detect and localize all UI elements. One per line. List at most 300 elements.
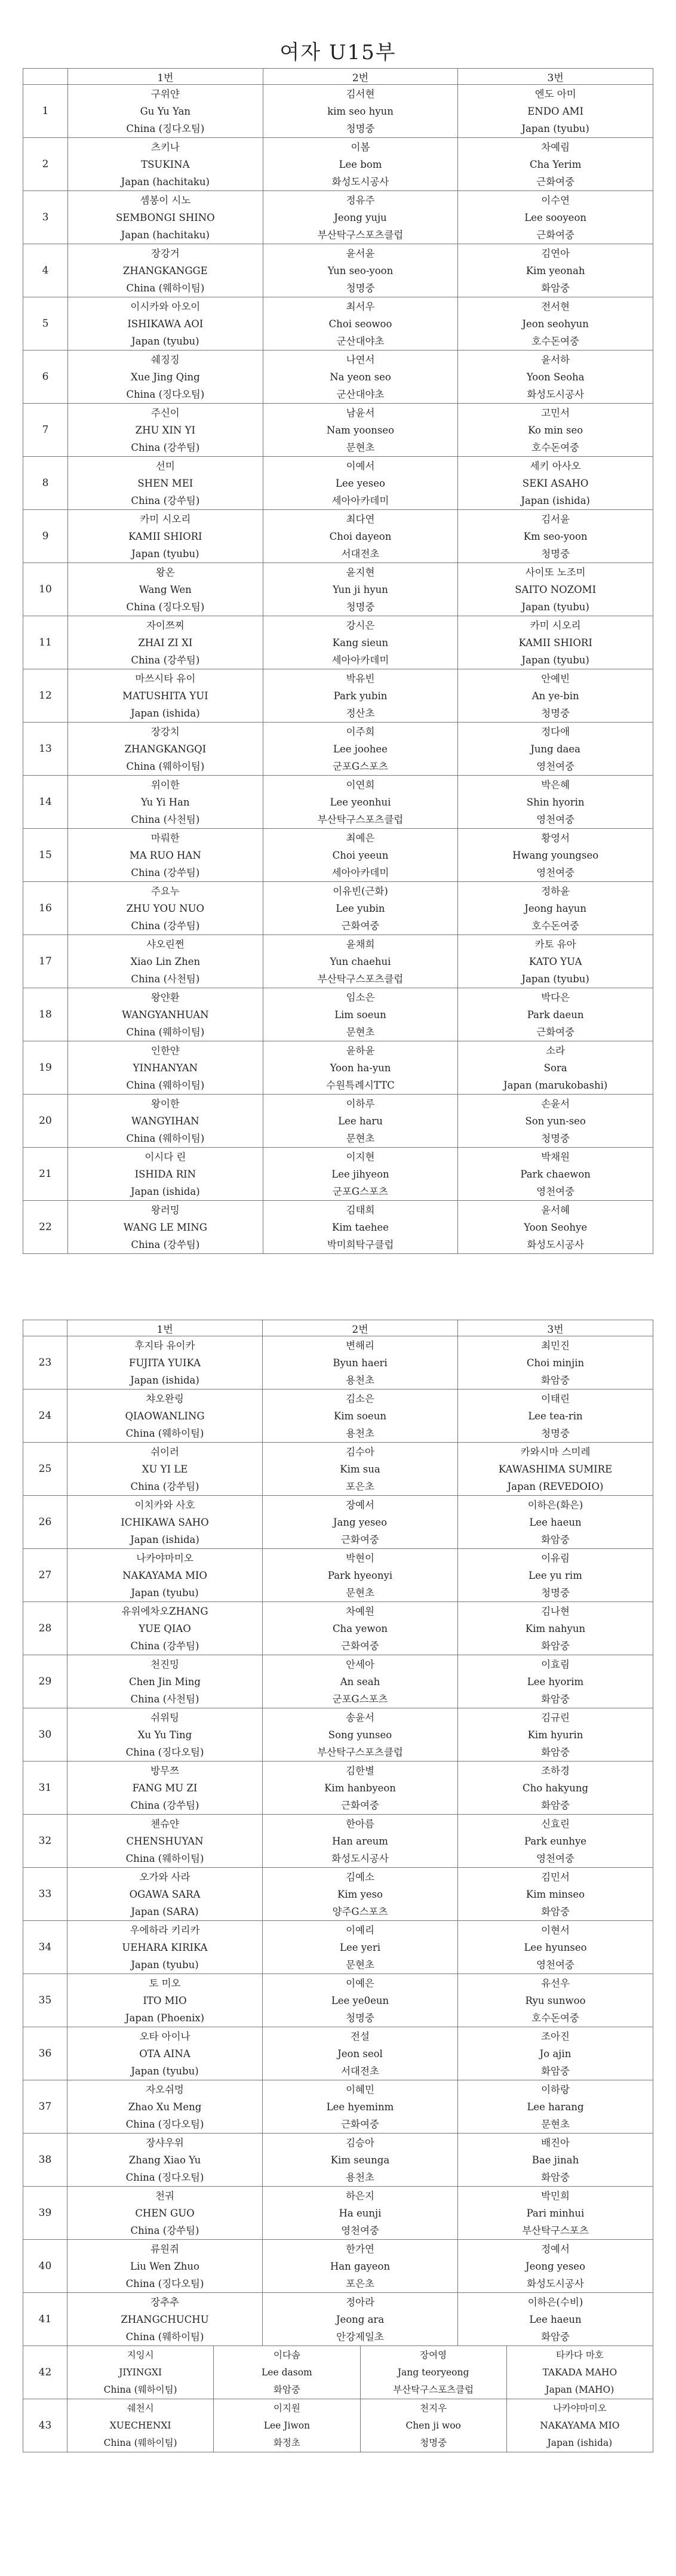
player-name-korean: 이현서 <box>541 1924 570 1936</box>
player-team: 부산탁구스포츠 <box>522 2224 589 2236</box>
player-team: 화암중 <box>541 1374 570 1386</box>
player-cell <box>263 935 458 988</box>
player-name-korean: 카토 유아 <box>534 938 576 950</box>
player-name-english: Zhang Xiao Yu <box>128 2154 201 2166</box>
player-team: 세아아카데미 <box>331 494 389 506</box>
player-name-english: Shin hyorin <box>526 796 585 808</box>
table-row <box>23 2346 653 2399</box>
player-team: Japan (MAHO) <box>545 2384 614 2395</box>
player-name-korean: 세키 아사오 <box>530 460 581 472</box>
player-cell <box>68 191 263 244</box>
player-name-english: SAITO NOZOMI <box>515 583 597 595</box>
player-name-korean: 소라 <box>546 1044 566 1056</box>
player-name-korean: 김민서 <box>541 1871 570 1883</box>
row-number: 33 <box>23 1868 67 1921</box>
player-name-korean: 윤서하 <box>541 353 570 365</box>
row-number: 24 <box>23 1390 67 1443</box>
player-name-korean: 남윤서 <box>346 407 375 419</box>
player-cell <box>263 1815 458 1868</box>
player-team: China (강쑤팀) <box>130 2224 199 2236</box>
table-row <box>23 1095 653 1148</box>
table-row <box>23 138 653 191</box>
player-name-english: Gu Yu Yan <box>140 105 191 117</box>
player-name-korean: 이하랑 <box>541 2083 570 2095</box>
table-row <box>23 404 653 457</box>
player-name-english: NAKAYAMA MIO <box>540 2420 620 2431</box>
player-name-korean: 최다연 <box>346 513 375 525</box>
player-name-english: Lee sooyeon <box>524 211 587 223</box>
row-number: 8 <box>23 457 68 510</box>
player-name-english: TSUKINA <box>141 158 190 170</box>
player-cell <box>263 1655 458 1708</box>
player-name-english: Jang yeseo <box>333 1516 388 1528</box>
player-cell <box>263 351 458 404</box>
player-cell <box>67 1496 263 1549</box>
player-cell <box>458 2134 653 2187</box>
table-row <box>23 882 653 935</box>
player-name-english: Wang Wen <box>139 583 192 595</box>
player-team: Japan (tyubu) <box>131 1959 199 1971</box>
player-team: Japan (REVEDOIO) <box>507 1480 604 1492</box>
player-team: 호수돈여중 <box>531 920 579 932</box>
player-name-korean: 카미 시오리 <box>530 619 581 631</box>
player-team: 청명중 <box>346 2012 374 2024</box>
player-name-english: Yun seo-yoon <box>327 265 394 276</box>
player-cell <box>458 351 653 404</box>
player-name-korean: 유선우 <box>541 1977 570 1989</box>
player-team: 화암중 <box>541 2331 570 2343</box>
player-cell <box>263 297 458 351</box>
table-row <box>23 2399 653 2452</box>
player-team: 화성도시공사 <box>331 1852 389 1864</box>
player-team: China (강쑤팀) <box>130 1799 199 1811</box>
player-team: Japan (ishida) <box>131 1185 200 1197</box>
player-team: 청명중 <box>541 1427 570 1439</box>
player-team: China (징다오팀) <box>126 601 205 613</box>
player-name-korean: 박은혜 <box>541 779 570 791</box>
player-team: China (징다오팀) <box>125 2118 204 2130</box>
player-cell <box>67 2187 263 2240</box>
player-team: 화성도시공사 <box>527 388 584 400</box>
player-team: 화암중 <box>541 1905 570 1917</box>
player-name-korean: 윤지현 <box>346 566 375 578</box>
player-cell <box>263 2293 458 2346</box>
player-cell <box>458 2027 653 2080</box>
player-cell <box>458 563 653 616</box>
player-name-korean: 카미 시오리 <box>140 513 191 525</box>
player-name-english: OGAWA SARA <box>129 1888 201 1900</box>
row-number: 12 <box>23 669 68 723</box>
player-name-korean: 마뤄한 <box>150 832 180 844</box>
player-cell <box>68 616 263 669</box>
draw-table-2 <box>23 1320 653 2452</box>
player-name-korean: 전설 <box>351 2030 370 2042</box>
player-cell <box>263 1974 458 2027</box>
player-name-korean: 이봄 <box>351 141 370 153</box>
player-team: China (웨하이팀) <box>103 2437 177 2448</box>
player-name-korean: 최민진 <box>541 1339 570 1351</box>
player-cell <box>68 776 263 829</box>
player-cell <box>68 457 263 510</box>
player-team: China (강쑤팀) <box>131 1238 200 1250</box>
player-name-english: Lee hyorim <box>527 1676 584 1687</box>
player-team: China (강쑤팀) <box>130 1640 199 1652</box>
player-team: 부산탁구스포츠클럽 <box>317 229 404 241</box>
player-team: 문현초 <box>346 1026 375 1038</box>
player-team: 화암중 <box>541 1693 570 1705</box>
row-number: 40 <box>23 2240 67 2293</box>
player-cell <box>458 1602 653 1655</box>
player-name-korean: 나카야마미오 <box>552 2402 607 2414</box>
player-name-korean: 오가와 사라 <box>139 1871 190 1883</box>
player-cell <box>263 776 458 829</box>
player-name-korean: 자오쉬멍 <box>146 2083 184 2095</box>
player-name-english: Kim seunga <box>330 2154 390 2166</box>
player-team: China (강쑤팀) <box>131 866 200 878</box>
player-name-korean: 박민희 <box>541 2190 570 2202</box>
player-cell <box>458 1708 653 1762</box>
player-team: China (강쑤팀) <box>130 1480 199 1492</box>
player-name-korean: 정아라 <box>346 2296 374 2308</box>
player-cell <box>67 2240 263 2293</box>
player-team: 양주G스포츠 <box>332 1905 388 1917</box>
player-name-korean: 손윤서 <box>541 1098 570 1109</box>
player-team: China (웨하이팀) <box>126 1079 205 1091</box>
player-name-korean: 박유빈 <box>346 672 375 684</box>
player-name-korean: 이효림 <box>541 1658 570 1670</box>
player-cell <box>458 297 653 351</box>
player-team: 포은초 <box>346 2277 374 2289</box>
player-cell <box>458 1095 653 1148</box>
player-name-korean: 김나현 <box>541 1605 570 1617</box>
player-name-korean: 첸슈얀 <box>150 1818 179 1830</box>
player-team: 근화여중 <box>341 1640 379 1652</box>
player-team: 근화여중 <box>341 920 380 932</box>
player-name-english: KAMII SHIORI <box>518 637 592 648</box>
player-name-english: Ko min seo <box>528 424 583 436</box>
player-team: Japan (marukobashi) <box>503 1079 608 1091</box>
player-name-english: Yun chaehui <box>330 955 391 967</box>
player-team: Japan (tyubu) <box>521 654 589 666</box>
table-row <box>23 457 653 510</box>
player-team: 박미희탁구클럽 <box>327 1238 394 1250</box>
row-number: 38 <box>23 2134 67 2187</box>
player-name-english: TAKADA MAHO <box>542 2366 617 2378</box>
player-name-korean: 박다은 <box>541 991 570 1003</box>
player-name-korean: 우에하라 키리카 <box>130 1924 200 1936</box>
player-name-english: XU YI LE <box>142 1463 188 1475</box>
player-name-korean: 나연서 <box>346 353 375 365</box>
player-team: Japan (ishida) <box>521 494 590 506</box>
row-number: 39 <box>23 2187 67 2240</box>
player-name-english: YUE QIAO <box>139 1622 191 1634</box>
player-team: 문현초 <box>346 1587 374 1599</box>
player-name-korean: 조아진 <box>541 2030 570 2042</box>
player-name-english: Kim sua <box>340 1463 380 1475</box>
player-name-korean: 최서우 <box>346 300 375 312</box>
player-name-english: Jeon seohyun <box>522 318 589 330</box>
player-cell <box>458 1336 653 1390</box>
table-row <box>23 669 653 723</box>
player-cell <box>67 1762 263 1815</box>
player-team: 서대전초 <box>341 548 380 560</box>
player-name-english: Yu Yi Han <box>141 796 190 808</box>
player-name-korean: 정다애 <box>541 726 570 737</box>
player-name-english: WANG LE MING <box>123 1221 207 1233</box>
player-team: 근화여중 <box>536 176 575 187</box>
player-cell <box>68 297 263 351</box>
player-name-korean: 장강치 <box>150 726 180 737</box>
player-cell <box>263 1095 458 1148</box>
player-name-korean: 쉬위팅 <box>150 1711 179 1723</box>
row-number: 29 <box>23 1655 67 1708</box>
player-team: China (강쑤팀) <box>131 920 200 932</box>
player-team: 포은초 <box>346 1480 374 1492</box>
player-name-korean: 왕이한 <box>150 1098 180 1109</box>
row-number: 14 <box>23 776 68 829</box>
table-row <box>23 1390 653 1443</box>
player-name-english: Lee jihyeon <box>331 1168 389 1180</box>
player-team: 호수돈여중 <box>531 2012 579 2024</box>
row-number: 25 <box>23 1443 67 1496</box>
row-number: 43 <box>23 2399 67 2452</box>
row-number: 36 <box>23 2027 67 2080</box>
player-name-korean: 이예은 <box>346 1977 374 1989</box>
player-name-korean: 정유주 <box>346 194 375 206</box>
player-team: 화암중 <box>541 1746 570 1758</box>
player-name-english: Xu Yu Ting <box>137 1729 192 1741</box>
table-row <box>23 1148 653 1201</box>
player-name-korean: 장강거 <box>150 247 180 259</box>
player-team: Japan (Phoenix) <box>125 2012 205 2024</box>
player-team: Japan (tyubu) <box>131 2065 199 2077</box>
player-name-english: KAWASHIMA SUMIRE <box>498 1463 613 1475</box>
player-cell <box>68 935 263 988</box>
player-team: 부산탁구스포츠클럽 <box>317 813 404 825</box>
player-name-english: JIYINGXI <box>119 2366 162 2378</box>
page-title: 여자 U15부 <box>279 41 397 64</box>
player-cell <box>68 1095 263 1148</box>
player-name-english: Pari minhui <box>526 2207 585 2219</box>
player-name-korean: 선미 <box>155 460 175 472</box>
player-cell <box>263 829 458 882</box>
player-name-english: Cha yewon <box>332 1622 388 1634</box>
player-team: Japan (tyubu) <box>131 1587 199 1599</box>
player-cell <box>458 1815 653 1868</box>
player-team: 화암중 <box>541 1799 570 1811</box>
player-cell <box>458 404 653 457</box>
player-cell <box>263 1868 458 1921</box>
player-cell <box>458 829 653 882</box>
row-number: 13 <box>23 723 68 776</box>
player-team: 근화여중 <box>341 1799 379 1811</box>
player-name-korean: 장여영 <box>420 2349 447 2360</box>
player-cell <box>458 1443 653 1496</box>
player-name-korean: 신효린 <box>541 1818 570 1830</box>
player-cell <box>67 2346 214 2399</box>
player-name-english: ISHIDA RIN <box>134 1168 196 1180</box>
player-name-english: Park hyeonyi <box>327 1569 393 1581</box>
player-name-english: Xiao Lin Zhen <box>130 955 201 967</box>
player-team: 호수돈여중 <box>531 335 579 347</box>
player-name-english: Jeon seol <box>337 2048 383 2059</box>
player-cell <box>67 2080 263 2134</box>
player-name-english: Liu Wen Zhuo <box>130 2260 199 2272</box>
player-name-korean: 이치카와 사호 <box>134 1499 195 1511</box>
player-name-korean: 마쓰시타 유이 <box>135 672 196 684</box>
player-name-korean: 이하루 <box>346 1098 375 1109</box>
player-name-english: Kang sieun <box>332 637 389 648</box>
player-cell <box>67 1655 263 1708</box>
player-name-korean: 김승아 <box>346 2137 374 2148</box>
player-name-korean: 송윤서 <box>346 1711 374 1723</box>
player-team: 문현초 <box>346 1959 374 1971</box>
table-row <box>23 244 653 297</box>
player-name-korean: 자이쯔찌 <box>146 619 185 631</box>
row-number: 31 <box>23 1762 67 1815</box>
player-team: China (웨하이팀) <box>126 760 205 772</box>
player-name-korean: 황영서 <box>541 832 570 844</box>
player-team: 부산탁구스포츠클럽 <box>317 973 404 985</box>
player-cell <box>458 935 653 988</box>
player-team: Japan (tyubu) <box>131 548 199 560</box>
player-name-english: Lee haeun <box>529 1516 582 1528</box>
player-cell <box>458 2293 653 2346</box>
player-name-english: Hwang youngseo <box>512 849 599 861</box>
row-number: 7 <box>23 404 68 457</box>
player-name-korean: 김서현 <box>346 88 375 100</box>
player-team: 영천여중 <box>536 1185 575 1197</box>
player-name-english: Lee tea-rin <box>528 1410 583 1422</box>
player-name-korean: 김한별 <box>346 1765 374 1776</box>
player-name-korean: 천지우 <box>420 2402 447 2414</box>
player-team: China (웨하이팀) <box>125 2331 204 2343</box>
player-cell <box>263 1602 458 1655</box>
player-team: China (사천팀) <box>130 1693 199 1705</box>
row-number: 35 <box>23 1974 67 2027</box>
player-cell <box>68 563 263 616</box>
player-name-english: Yoon ha-yun <box>330 1062 391 1074</box>
player-team: China (강쑤팀) <box>131 654 200 666</box>
row-number: 6 <box>23 351 68 404</box>
player-team: China (사천팀) <box>131 973 200 985</box>
player-name-korean: 배진아 <box>541 2137 570 2148</box>
player-cell <box>458 1041 653 1095</box>
player-name-korean: 윤채희 <box>346 938 375 950</box>
player-name-korean: 김예소 <box>346 1871 374 1883</box>
player-team: 용천초 <box>346 1374 374 1386</box>
player-team: 정산초 <box>346 707 375 719</box>
player-name-korean: 장샤우위 <box>146 2137 184 2148</box>
player-team: China (웨하이팀) <box>126 282 205 294</box>
player-name-english: CHEN GUO <box>135 2207 195 2219</box>
player-cell <box>263 616 458 669</box>
player-name-korean: 샤오린쩐 <box>146 938 185 950</box>
player-cell <box>67 1390 263 1443</box>
player-cell <box>458 723 653 776</box>
player-cell <box>506 2346 653 2399</box>
player-cell <box>263 1549 458 1602</box>
player-cell <box>68 404 263 457</box>
player-name-korean: 안예빈 <box>541 672 570 684</box>
player-cell <box>68 244 263 297</box>
player-name-english: MATUSHITA YUI <box>122 690 208 702</box>
player-cell <box>67 2293 263 2346</box>
player-team: 화암중 <box>541 2171 570 2183</box>
player-name-korean: 쉬이러 <box>150 1446 179 1458</box>
player-name-korean: 최예은 <box>346 832 375 844</box>
player-name-english: Chen Jin Ming <box>128 1676 201 1687</box>
player-name-korean: 정예서 <box>541 2243 570 2255</box>
row-number: 11 <box>23 616 68 669</box>
player-name-english: Jeong hayun <box>524 902 587 914</box>
player-cell <box>360 2399 506 2452</box>
player-name-korean: 지잉시 <box>127 2349 154 2360</box>
player-name-english: ICHIKAWA SAHO <box>121 1516 209 1528</box>
table-row <box>23 1549 653 1602</box>
table-row <box>23 1815 653 1868</box>
player-team: 군산대야초 <box>336 388 385 400</box>
player-team: China (강쑤팀) <box>131 494 200 506</box>
player-name-korean: 이시카와 아오이 <box>130 300 201 312</box>
player-cell <box>263 2027 458 2080</box>
player-name-english: Jo ajin <box>539 2048 571 2059</box>
player-name-korean: 김규린 <box>541 1711 570 1723</box>
table-row <box>23 2240 653 2293</box>
row-number: 21 <box>23 1148 68 1201</box>
player-name-english: Sora <box>543 1062 567 1074</box>
player-name-english: Jeong ara <box>336 2313 385 2325</box>
table-row <box>23 1496 653 1549</box>
player-name-english: ITO MIO <box>143 1994 187 2006</box>
player-name-english: Jung daea <box>530 743 580 755</box>
player-name-english: Lee dasom <box>262 2366 312 2378</box>
row-number: 22 <box>23 1201 68 1254</box>
player-name-korean: 후지타 유이카 <box>134 1339 195 1351</box>
player-name-english: Chen ji woo <box>405 2420 461 2431</box>
player-team: 청명중 <box>346 122 375 134</box>
table-row <box>23 776 653 829</box>
player-cell <box>458 2240 653 2293</box>
player-team: Japan (hachitaku) <box>121 229 210 241</box>
table-row <box>23 1921 653 1974</box>
header-col-3: 3번 <box>458 69 653 85</box>
player-name-korean: 이주희 <box>346 726 375 737</box>
table-row <box>23 1041 653 1095</box>
player-name-korean: 안세아 <box>346 1658 374 1670</box>
player-team: Japan (ishida) <box>130 1374 199 1386</box>
player-name-korean: 류원쥐 <box>150 2243 179 2255</box>
player-name-korean: 사이또 노조미 <box>525 566 586 578</box>
player-team: 화암중 <box>541 282 570 294</box>
player-team: 청명중 <box>420 2437 447 2448</box>
player-name-korean: 조하경 <box>541 1765 570 1776</box>
player-name-korean: 위이한 <box>150 779 180 791</box>
player-name-english: Kim hyurin <box>527 1729 583 1741</box>
player-name-english: An ye-bin <box>531 690 579 702</box>
player-cell <box>263 563 458 616</box>
player-team: Japan (ishida) <box>130 1533 199 1545</box>
player-cell <box>67 2134 263 2187</box>
player-name-english: Park daeun <box>527 1009 584 1020</box>
player-cell <box>263 1762 458 1815</box>
player-name-korean: 윤하윤 <box>346 1044 375 1056</box>
player-cell <box>214 2346 360 2399</box>
player-cell <box>68 510 263 563</box>
player-name-korean: 유위에차오ZHANG <box>121 1605 208 1617</box>
player-cell <box>68 882 263 935</box>
header-col-3: 3번 <box>458 1320 653 1336</box>
